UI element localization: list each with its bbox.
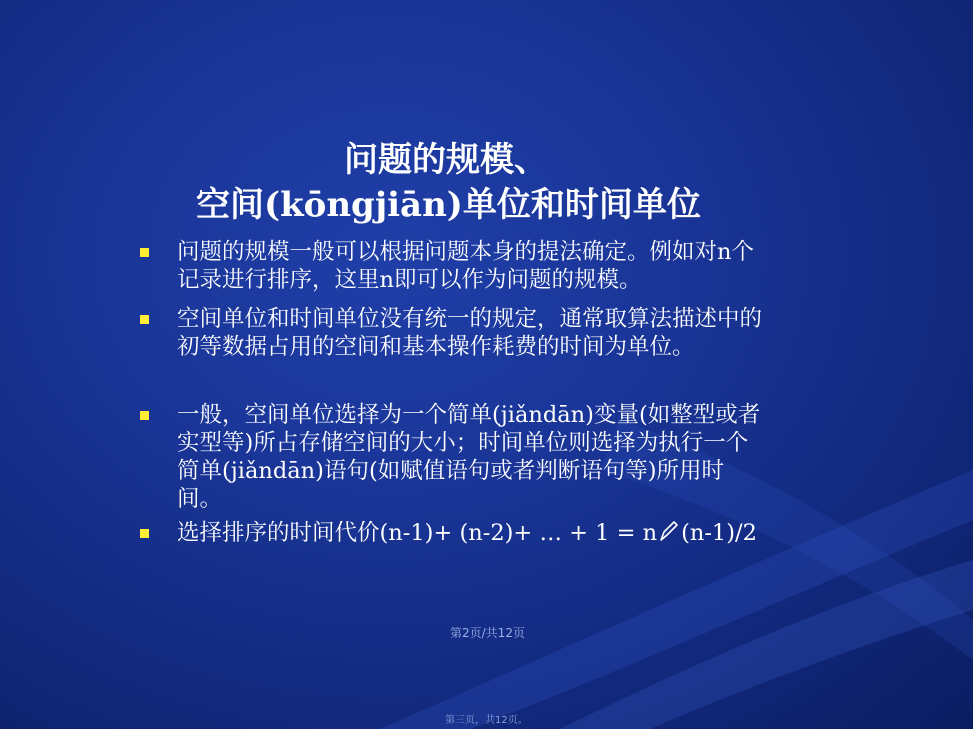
bullet-text: 空间单位和时间单位没有统一的规定，通常取算法描述中的 初等数据占用的空间和基本操作耗费的时间为单位。 <box>177 306 763 360</box>
bullet-square-icon <box>140 315 149 324</box>
bullet-text: 问题的规模一般可以根据问题本身的提法确定。例如对n个 记录进行排序，这里n即可以作为问题的规模。 <box>177 239 754 293</box>
slide-title-line1: 问题的规模、 <box>344 140 548 180</box>
bullet-square-icon <box>140 248 149 257</box>
bullet-list <box>140 238 860 547</box>
formula-text-after: (n-1)/2 <box>681 520 757 546</box>
formula-text <box>177 520 757 546</box>
footer-note: 第三页，共12页。 <box>445 715 528 726</box>
bullet-square-icon <box>140 411 149 420</box>
bullet-item <box>140 238 860 294</box>
bullet-item <box>140 305 860 361</box>
page-number: 第2页/共12页 <box>450 626 525 640</box>
bullet-square-icon <box>140 529 149 538</box>
formula-text-before: 选择排序的时间代价(n-1)+ (n-2)+ … + 1 = n <box>177 520 658 546</box>
bullet-item <box>140 401 860 513</box>
slide-title-line2: 空间(kōngjiān)单位和时间单位 <box>196 185 701 225</box>
pencil-icon <box>659 520 679 542</box>
bullet-text: 一般，空间单位选择为一个简单(jiǎndān)变量(如整型或者 实型等)所占存储空间的大小；时间单位则选择为执行一个 简单(jiǎndān)语句(如赋值语句或者判断语句等)所用时 间。 <box>177 402 761 512</box>
bullet-item <box>140 519 860 547</box>
